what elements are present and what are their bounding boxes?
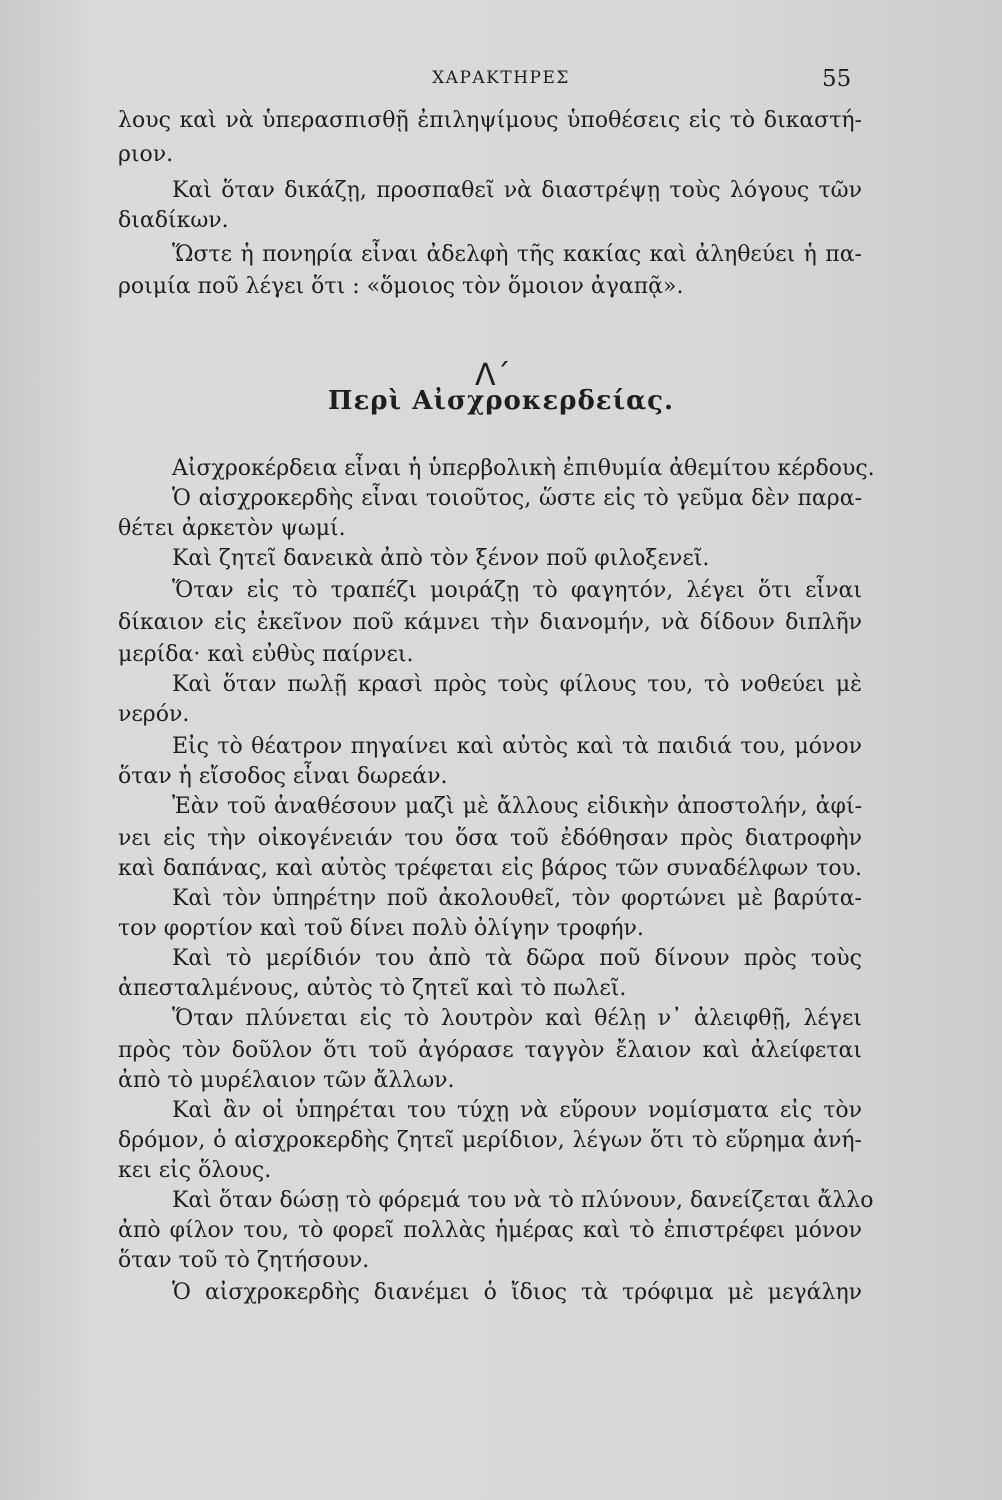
text-line: ἀπεσταλμένους, αὐτὸς τὸ ζητεῖ καὶ τὸ πωλεῖ.	[118, 976, 627, 1001]
running-header-title: ΧΑΡΑΚΤΗΡΕΣ	[432, 68, 570, 88]
text-line: Καὶ τὸ μερίδιόν του ἀπὸ τὰ δῶρα ποῦ δίνουν πρὸς τοὺς	[172, 946, 862, 971]
text-line: δίκαιον εἰς ἐκεῖνον ποῦ κάμνει τὴν διανομήν, νὰ δίδουν διπλῆν	[118, 610, 862, 635]
text-line: Ἐὰν τοῦ ἀναθέσουν μαζὶ μὲ ἄλλους εἰδικὴν ἀποστολήν, ἀφί-	[172, 794, 862, 819]
section-letter: Λ΄	[475, 358, 511, 393]
text-line: λους καὶ νὰ ὑπερασπισθῇ ἐπιληψίμους ὑποθέσεις εἰς τὸ δικαστή-	[118, 108, 862, 133]
text-line: ριον.	[118, 142, 174, 167]
text-line: μερίδα· καὶ εὐθὺς παίρνει.	[118, 642, 414, 667]
page-number: 55	[822, 66, 852, 92]
text-line: κει εἰς ὅλους.	[118, 1158, 272, 1183]
text-line: Καὶ ὅταν δικάζῃ, προσπαθεῖ νὰ διαστρέψῃ τοὺς λόγους τῶν	[172, 178, 862, 203]
text-line: Ὁ αἰσχροκερδὴς εἶναι τοιοῦτος, ὥστε εἰς τὸ γεῦμα δὲν παρα-	[172, 486, 862, 511]
text-line: Ὥστε ἡ πονηρία εἶναι ἀδελφὴ τῆς κακίας καὶ ἀληθεύει ἡ πα-	[172, 242, 862, 267]
text-line: ἀπὸ τὸ μυρέλαιον τῶν ἄλλων.	[118, 1068, 455, 1093]
text-line: Καὶ ἂν οἱ ὑπηρέται του τύχῃ νὰ εὕρουν νομίσματα εἰς τὸν	[172, 1098, 862, 1123]
text-line: Καὶ ὅταν δώσῃ τὸ φόρεμά του νὰ τὸ πλύνουν, δανείζεται ἄλλο	[172, 1188, 874, 1213]
text-line: ὅταν ἡ εἴσοδος εἶναι δωρεάν.	[118, 764, 448, 789]
text-line: Εἰς τὸ θέατρον πηγαίνει καὶ αὐτὸς καὶ τὰ παιδιά του, μόνον	[172, 734, 862, 759]
text-line: Ὁ αἰσχροκερδὴς διανέμει ὁ ἴδιος τὰ τρόφιμα μὲ μεγάλην	[172, 1280, 862, 1305]
text-line: διαδίκων.	[118, 208, 229, 233]
section-heading: Περὶ Αἰσχροκερδείας.	[327, 386, 675, 416]
text-line: ὅταν τοῦ τὸ ζητήσουν.	[118, 1248, 370, 1273]
text-line: ροιμία ποῦ λέγει ὅτι : «ὅμοιος τὸν ὅμοιον ἀγαπᾷ».	[118, 274, 684, 299]
text-line: θέτει ἀρκετὸν ψωμί.	[118, 516, 346, 541]
text-line: Καὶ ζητεῖ δανεικὰ ἀπὸ τὸν ξένον ποῦ φιλοξενεῖ.	[172, 546, 710, 571]
text-line: δρόμον, ὁ αἰσχροκερδὴς ζητεῖ μερίδιον, λέγων ὅτι τὸ εὕρημα ἀνή-	[118, 1128, 862, 1153]
text-line: καὶ δαπάνας, καὶ αὐτὸς τρέφεται εἰς βάρος τῶν συναδέλφων του.	[118, 856, 862, 881]
text-line: Καὶ ὅταν πωλῇ κρασὶ πρὸς τοὺς φίλους του, τὸ νοθεύει μὲ	[172, 672, 862, 697]
text-line: Καὶ τὸν ὑπηρέτην ποῦ ἀκολουθεῖ, τὸν φορτώνει μὲ βαρύτα-	[172, 886, 862, 911]
text-line: Ὅταν πλύνεται εἰς τὸ λουτρὸν καὶ θέλῃ ν᾿ ἀλειφθῇ, λέγει	[172, 1006, 862, 1031]
text-line: τον φορτίον καὶ τοῦ δίνει πολὺ ὀλίγην τροφήν.	[118, 916, 644, 941]
text-line: ἀπὸ φίλον του, τὸ φορεῖ πολλὰς ἡμέρας καὶ τὸ ἐπιστρέφει μόνον	[118, 1218, 862, 1243]
text-line: Ὅταν εἰς τὸ τραπέζι μοιράζῃ τὸ φαγητόν, λέγει ὅτι εἶναι	[172, 578, 862, 603]
text-line: πρὸς τὸν δοῦλον ὅτι τοῦ ἀγόρασε ταγγὸν ἔλαιον καὶ ἀλείφεται	[118, 1038, 862, 1063]
text-line: Αἰσχροκέρδεια εἶναι ἡ ὑπερβολικὴ ἐπιθυμία ἀθεμίτου κέρδους.	[172, 456, 875, 481]
text-line: νερόν.	[118, 702, 190, 727]
text-line: νει εἰς τὴν οἰκογένειάν του ὅσα τοῦ ἐδόθησαν πρὸς διατροφὴν	[118, 826, 862, 851]
